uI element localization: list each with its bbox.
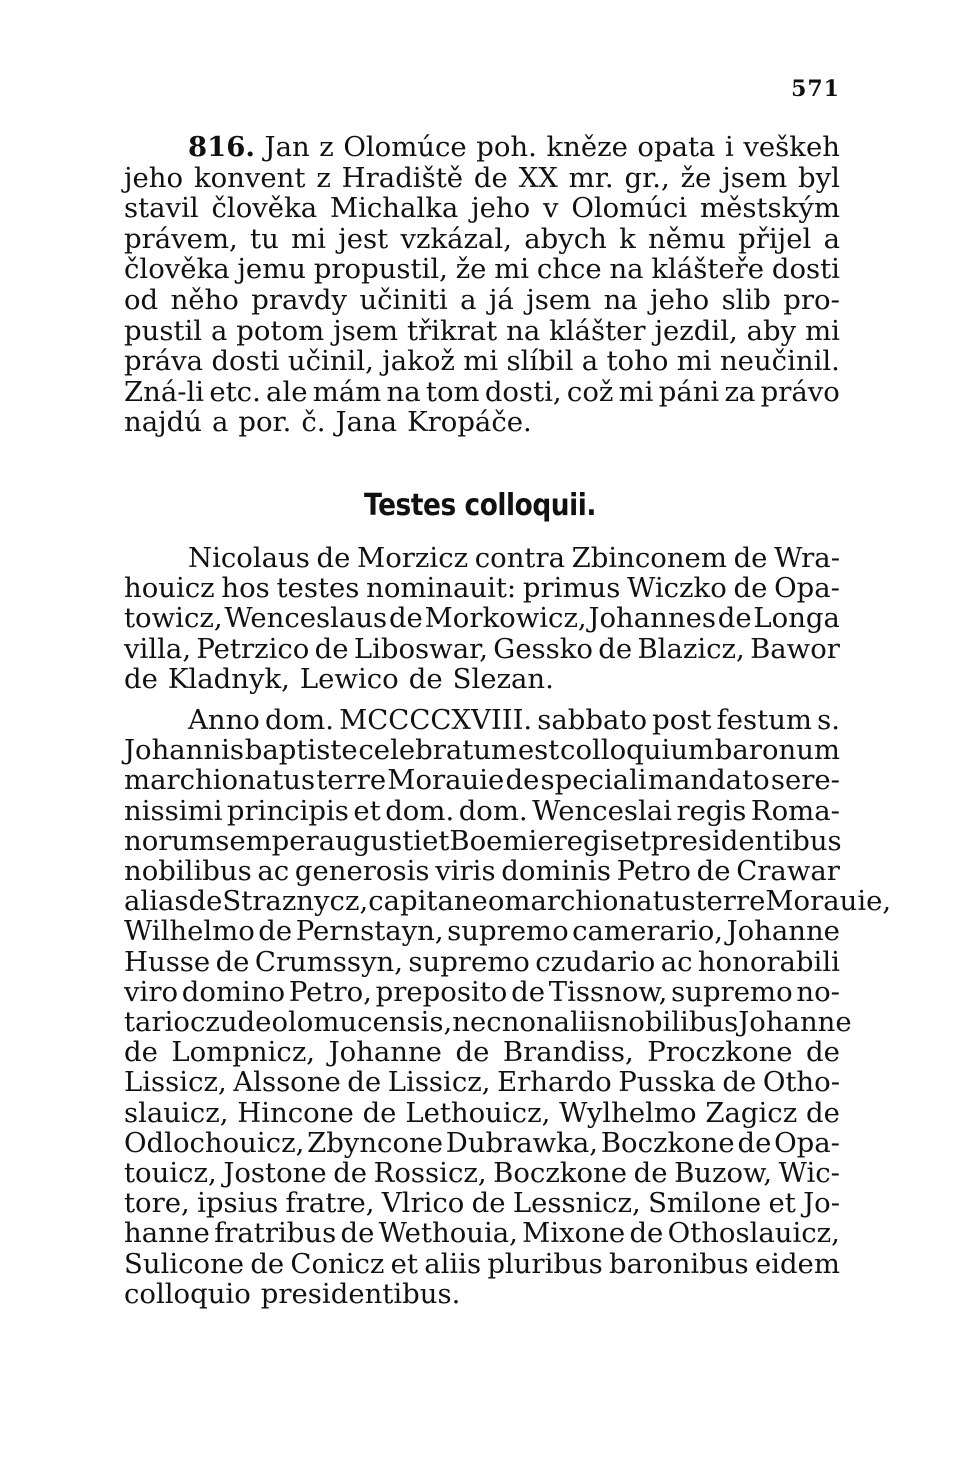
testes-line: towicz, Wenceslaus de Morkowicz, Johannes de Longa (124, 602, 840, 635)
colloquium-line: norum semper augusti et Boemie regis et presidentibus (124, 824, 842, 857)
entry-line: člověka jemu propustil, že mi chce na klášteře dosti (124, 253, 840, 286)
page-number: 571 (791, 76, 840, 102)
entry-line: 816. Jan z Olomúce poh. kněze opata i veškeh (188, 131, 840, 163)
entry-line: práva dosti učinil, jakož mi slíbil a toho mi neučinil. (124, 345, 840, 378)
colloquium-line: hanne fratribus de Wethouia, Mixone de Othoslauicz, (124, 1217, 840, 1250)
colloquium-line: Husse de Crumssyn, supremo czudario ac honorabili (124, 945, 840, 978)
colloquium-line: marchionatus terre Morauie de speciali mandato sere- (124, 764, 840, 797)
colloquium-line: nobilibus ac generosis viris dominis Petro de Crawar (124, 855, 840, 887)
entry-line: stavil člověka Michalka jeho v Olomúci městským (124, 192, 840, 225)
colloquium-line: alias de Straznycz, capitaneo marchionatus terre Morauie, (124, 885, 892, 918)
colloquium-line: Odlochouicz, Zbyncone Dubrawka, Boczkone de Opa- (124, 1126, 840, 1159)
colloquium-line: Sulicone de Conicz et aliis pluribus baronibus eidem (124, 1247, 840, 1280)
colloquium-line: Lissicz, Alssone de Lissicz, Erhardo Pusska de Otho- (124, 1066, 840, 1099)
colloquium-line: tario czude olomucensis, nec non aliis nobilibus Johanne (124, 1006, 852, 1038)
colloquium-line: viro domino Petro, preposito de Tissnow, supremo no- (124, 975, 840, 1008)
colloquium-line: tore, ipsius fratre, Vlrico de Lessnicz, Smilone et Jo- (124, 1187, 840, 1220)
entry-line: od něho pravdy učiniti a já jsem na jeho slib pro- (124, 284, 840, 316)
entry-line: jeho konvent z Hradiště de XX mr. gr., že jsem byl (124, 161, 840, 194)
colloquium-line: touicz, Jostone de Rossicz, Boczkone de Buzow, Wic- (124, 1157, 840, 1189)
testes-line: Nicolaus de Morzicz contra Zbinconem de Wra- (188, 542, 840, 574)
colloquium-line: Anno dom. MCCCCXVIII. sabbato post festum s. (188, 704, 840, 736)
testes-line: villa, Petrzico de Liboswar, Gessko de Blazicz, Bawor (124, 632, 840, 665)
colloquium-line: Johannis baptiste celebratum est colloquium baronum (124, 734, 840, 767)
entry-line: pustil a potom jsem třikrat na klášter jezdil, aby mi (124, 314, 840, 347)
testes-line: houicz hos testes nominauit: primus Wiczko de Opa- (124, 572, 840, 605)
entry-line: najdú a por. č. Jana Kropáče. (124, 406, 532, 439)
testes-line: de Kladnyk, Lewico de Slezan. (124, 662, 554, 695)
entry-line: Zná-li etc. ale mám na tom dosti, což mi páni za právo (124, 375, 840, 408)
colloquium-line: nissimi principis et dom. dom. Wenceslai regis Roma- (124, 794, 840, 827)
section-title: Testes colloquii. (364, 488, 596, 523)
colloquium-line: Wilhelmo de Pernstayn, supremo camerario, Johanne (124, 915, 840, 948)
colloquium-line: colloquio presidentibus. (124, 1277, 461, 1310)
colloquium-line: de Lompnicz, Johanne de Brandiss, Proczkone de (124, 1036, 840, 1069)
colloquium-line: slauicz, Hincone de Lethouicz, Wylhelmo Zagicz de (124, 1096, 840, 1129)
entry-line: právem, tu mi jest vzkázal, abych k němu přijel a (124, 222, 840, 255)
